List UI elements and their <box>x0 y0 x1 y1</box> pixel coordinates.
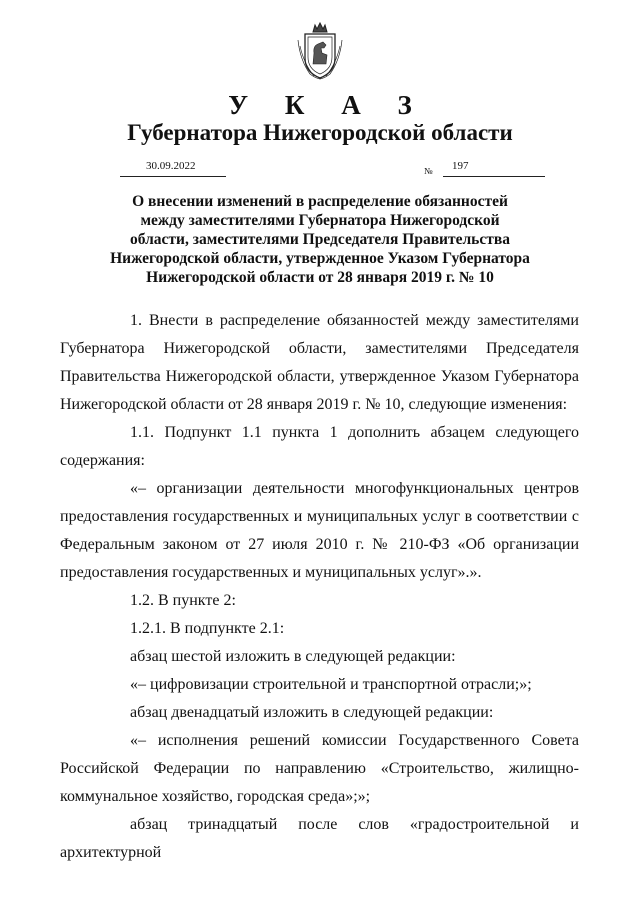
paragraph-quote-2: «– цифровизации строительной и транспортной отрасли;»; <box>130 676 532 693</box>
document-body <box>60 307 579 867</box>
document-heading: О внесении изменений в распределение обязанностей между заместителями Губернатора Нижегородской области, заместителями Председателя Правительства Нижегородской области, утвержденное Указом Губернатора Нижегородской области от 28 января 2019 г. № 10 <box>110 193 530 286</box>
paragraph-abzac-6: абзац шестой изложить в следующей редакции: <box>130 648 456 665</box>
paragraph-abzac-13: абзац тринадцатый после слов «градостроительной и архитектурной <box>60 816 579 861</box>
paragraph-quote-1: «– организации деятельности многофункциональных центров предоставления государственных и муниципальных услуг в соответствии с Федеральным законом от 27 июля 2010 г. № 210-ФЗ «Об организации предоставления государственных и муниципальных услуг».». <box>60 480 579 581</box>
paragraph-1-2-1: 1.2.1. В подпункте 2.1: <box>130 620 285 637</box>
paragraph-1: 1. Внести в распределение обязанностей между заместителями Губернатора Нижегородской области, заместителями Председателя Правительства Нижегородской области, утвержденное Указом Губернатора Нижегородской области от 28 января 2019 г. № 10, следующие изменения: <box>60 312 579 413</box>
coat-of-arms-emblem <box>296 20 344 82</box>
decree-number: 197 <box>452 160 469 172</box>
paragraph-1-1: 1.1. Подпункт 1.1 пункта 1 дополнить абзацем следующего содержания: <box>60 424 579 469</box>
number-sign: № <box>424 166 433 176</box>
decree-date-field <box>120 158 226 177</box>
paragraph-abzac-12: абзац двенадцатый изложить в следующей редакции: <box>130 704 494 721</box>
decree-date: 30.09.2022 <box>146 160 196 172</box>
decree-number-field <box>443 158 545 177</box>
paragraph-1-2: 1.2. В пункте 2: <box>130 592 236 609</box>
issuer-title: Губернатора Нижегородской области <box>127 120 513 145</box>
paragraph-quote-3: «– исполнения решений комиссии Государственного Совета Российской Федерации по направлению «Строительство, жилищно-коммунальное хозяйство, городская среда»;»; <box>60 732 579 805</box>
document-type-title: У К А З <box>228 90 427 120</box>
